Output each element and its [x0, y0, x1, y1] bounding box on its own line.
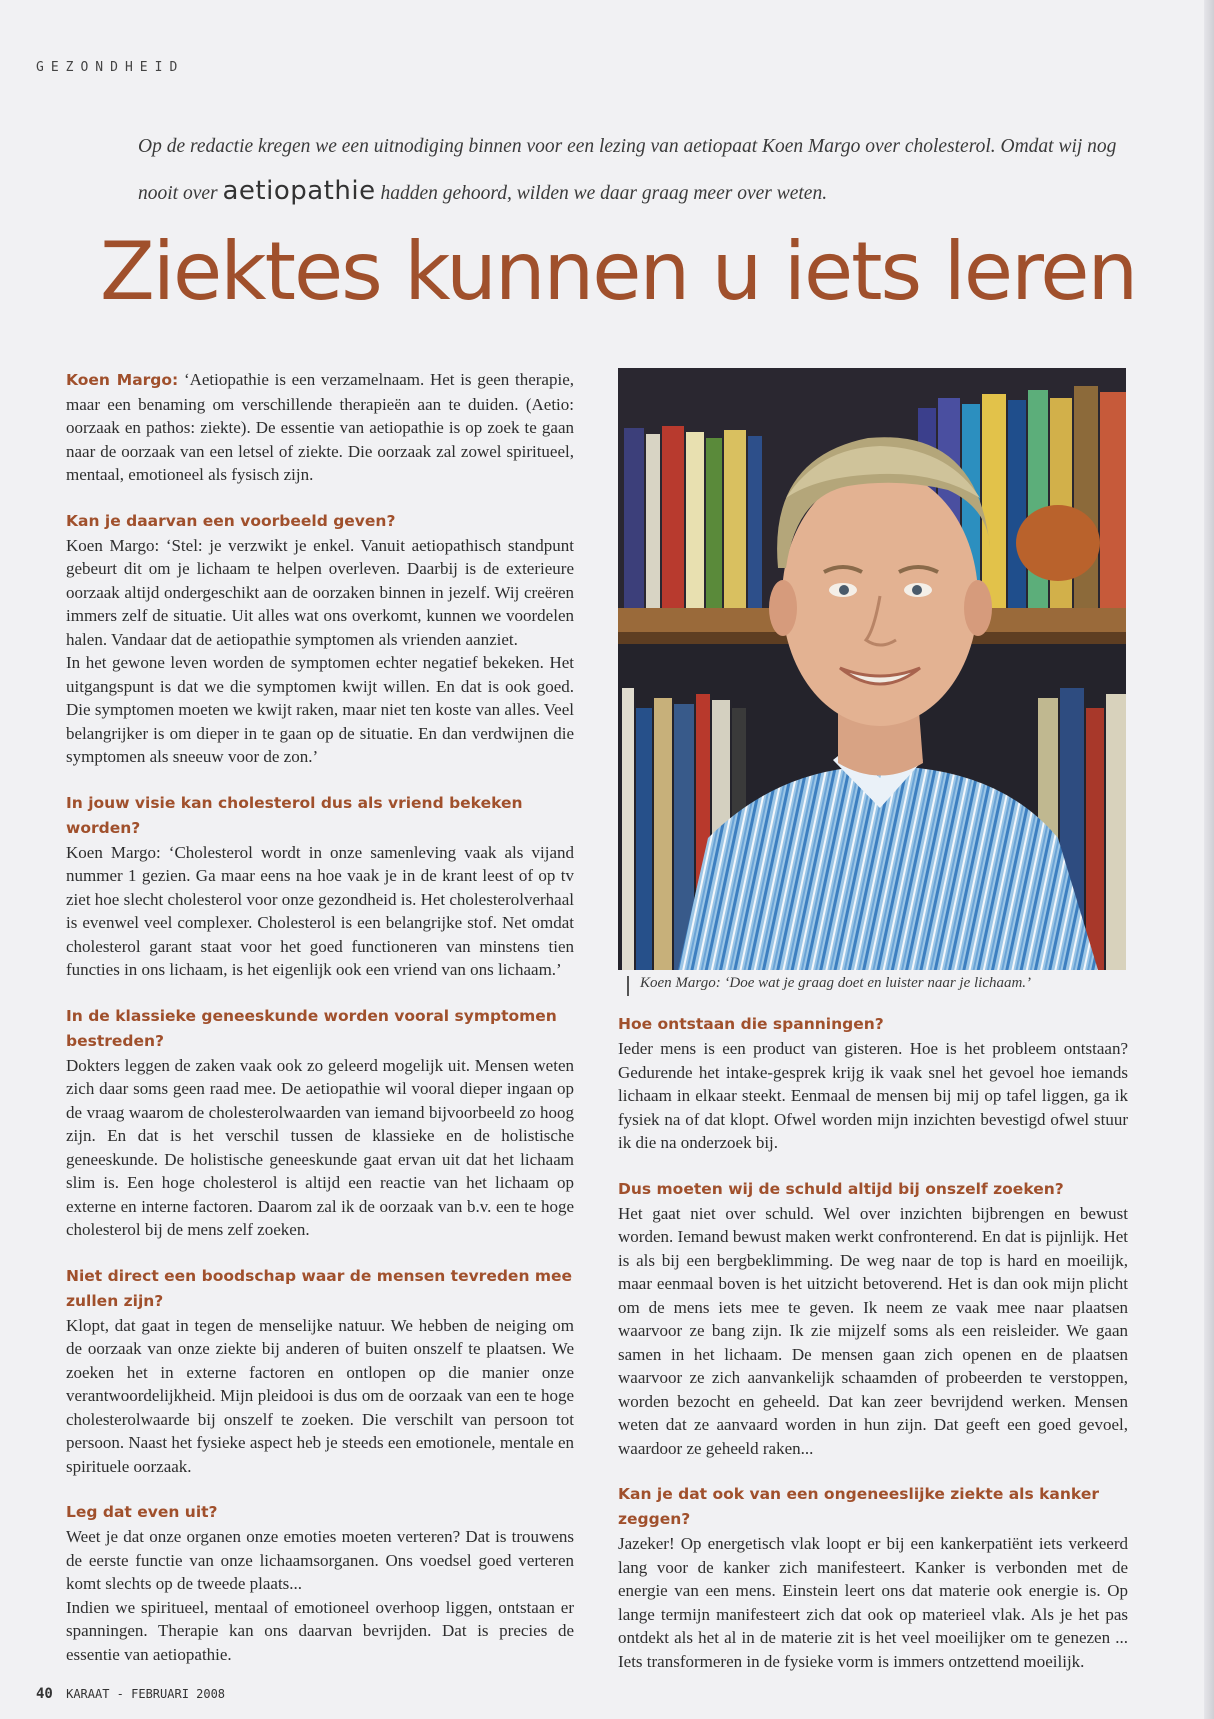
qa-block — [66, 1500, 574, 1666]
right-column — [618, 1012, 1128, 1695]
answer-text: Dokters leggen de zaken vaak ook zo geleerd mogelijk uit. Mensen weten zich daar soms geen raad mee. De aetiopathie wil vooral dieper ingaan op de vraag waarom de cholesterolwaarden van iemand bijvoorbeeld zo hoog zijn. En dat is het verschil tussen de klassieke en de holistische geneeskunde. De holistische geneeskunde gaat ervan uit dat het lichaam slim is. Een hoge cholesterol is altijd een reactie van het lichaam op externe en interne factoren. Daarom zal ik de oorzaak van b.v. een te hoge cholesterol bij de mens zelf zoeken. — [66, 1055, 574, 1239]
answer-text: Ieder mens is een product van gisteren. Hoe is het probleem ontstaan? Gedurende het intake-gesprek krijg ik vaak snel het gevoel hoe iemands lichaam in elkaar steekt. Eenmaal de mensen bij mij op tafel liggen, ga ik fysiek na of dat klopt. Ofwel worden mijn inzichten bevestigd ofwel stuur ik die na onderzoek bij. — [618, 1039, 1128, 1152]
caption-divider — [627, 976, 629, 996]
question-heading: In de klassieke geneeskunde worden vooral symptomen bestreden? — [66, 1006, 557, 1050]
question-heading: Hoe ontstaan die spanningen? — [618, 1015, 884, 1033]
qa-block — [66, 1004, 574, 1242]
answer-text: Koen Margo: ‘Cholesterol wordt in onze samenleving vaak als vijand nummer 1 gezien. Ga maar eens na hoe vaak je in de krant leest of op tv ziet hoe slecht cholesterol voor onze gezondheid is. Het cholesterolverhaal is evenwel veel complexer. Cholesterol is een belangrijke stof. Net omdat cholesterol garant staat voor het goed functioneren van minstens tien functies in ons lichaam, is het eigenlijk ook een vriend van ons lichaam.’ — [66, 842, 574, 979]
issue-label: KARAAT - FEBRUARI 2008 — [66, 1687, 226, 1701]
page-edge — [1204, 0, 1214, 1719]
question-heading: Kan je daarvan een voorbeeld geven? — [66, 511, 396, 530]
question-heading: Kan je dat ook van een ongeneeslijke ziekte als kanker zeggen? — [618, 1485, 1099, 1528]
answer-text: Het gaat niet over schuld. Wel over inzichten bijbrengen en bewust worden. Iemand bewust maken werkt confronterend. En dat is pijnlijk. Het is als bij een bergbeklimming. De weg naar de top is hard en moeilijk, maar eenmaal boven is het uitzicht betoverend. Het is dan ook mijn plicht om de mens iets mee te geven. Ik neem ze vaak mee naar plaatsen waarvoor ze bang zijn. Ik zie mijzelf soms als een reisleider. We gaan samen in het lichaam. De mensen gaan zich openen en de plaatsen waarvoor ze zich aanvankelijk schaamden of probeerden te verstoppen, worden bezocht en geheeld. Dat kan zeer bevrijdend werken. Mensen weten dat ze aanvaard worden in hun zijn. Dat geeft een goed gevoel, waardoor ze geheeld raken... — [618, 1203, 1128, 1458]
answer-text: In het gewone leven worden de symptomen echter negatief bekeken. Het uitgangspunt is dat we die symptomen kwijt willen. En dat is ook goed. Die symptomen moeten we kwijt raken, maar niet ten koste van alles. Veel belangrijker is om dieper in te gaan op de situatie. En dan verdwijnen die symptomen als sneeuw voor de zon.’ — [66, 653, 574, 766]
intro-text-end: hadden gehoord, wilden we daar graag meer over weten. — [375, 183, 828, 204]
answer-text: Indien we spiritueel, mentaal of emotioneel overhoop liggen, ontstaan er spanningen. Therapie kan ons daarvan bevrijden. Dat is precies de essentie van aetiopathie. — [66, 1597, 574, 1664]
article-headline: Ziektes kunnen u iets leren — [100, 225, 1137, 318]
answer-block — [66, 368, 574, 487]
answer-text: Koen Margo: ‘Stel: je verzwikt je enkel. Vanuit aetiopathisch standpunt gebeurt dit om je lichaam te helpen overleven. Daarbij is de exterieure oorzaak altijd ondergeschikt aan de oorzaken binnen in jezelf. Wij creëren immers zelf de situatie. Uit alles wat ons overkomt, kunnen we voordelen halen. Vandaar dat de aetiopathie symptomen als vrienden aanziet. — [66, 535, 574, 649]
answer-text-body: ‘Aetiopathie is een verzamelnaam. Het is geen therapie, maar een benaming om verschillende therapieën aan te duiden. (Aetio: oorzaak en pathos: ziekte). De essentie van aetiopathie is op zoek te gaan naar de oorzaak van een letsel of ziekte. Die oorzaak zal zowel spiritueel, mentaal, emotioneel als fysisch zijn. — [66, 370, 574, 484]
page-footer — [36, 1686, 225, 1702]
intro-paragraph — [138, 124, 1118, 216]
portrait-illustration — [618, 368, 1126, 970]
page-number: 40 — [36, 1686, 53, 1702]
intro-text-start: Op de redactie kregen we een uitnodiging binnen voor een lezing van aetiopaat Koen Margo over cholesterol. Omdat wij nog nooit over — [138, 136, 1117, 204]
photo-caption: Koen Margo: ‘Doe wat je graag doet en luister naar je lichaam.’ — [640, 975, 1032, 991]
qa-block — [66, 509, 574, 769]
answer-text — [66, 368, 574, 487]
section-label: GEZONDHEID — [36, 60, 185, 75]
left-column — [66, 368, 574, 1688]
question-heading: Dus moeten wij de schuld altijd bij onszelf zoeken? — [618, 1179, 1064, 1198]
speaker-name: Koen Margo: — [66, 371, 179, 389]
qa-block — [66, 1264, 574, 1479]
question-heading: Niet direct een boodschap waar de mensen tevreden mee zullen zijn? — [66, 1266, 573, 1310]
portrait-photo — [618, 368, 1126, 970]
qa-block — [66, 791, 574, 982]
qa-block — [618, 1482, 1128, 1673]
qa-block — [618, 1012, 1128, 1155]
qa-block — [618, 1177, 1128, 1461]
answer-text: Klopt, dat gaat in tegen de menselijke natuur. We hebben de neiging om de oorzaak van onze ziekte bij anderen of buiten onszelf te plaatsen. We zoeken het in externe factoren en ontlopen op die manier onze verantwoordelijkheid. Mijn pleidooi is dus om de oorzaak van een te hoge cholesterolwaarde bij onszelf te zoeken. Die verschilt van persoon tot persoon. Naast het fysieke aspect heb je steeds een emotionele, mentale en spirituele oorzaak. — [66, 1315, 574, 1476]
answer-text: Weet je dat onze organen onze emoties moeten verteren? Dat is trouwens de eerste functie van onze lichaamsorganen. Ons voedsel goed verteren komt slechts op de tweede plaats... — [66, 1527, 574, 1593]
question-heading: In jouw visie kan cholesterol dus als vriend bekeken worden? — [66, 793, 523, 837]
question-heading: Leg dat even uit? — [66, 1503, 218, 1521]
intro-emphasis: aetiopathie — [222, 176, 376, 206]
answer-text: Jazeker! Op energetisch vlak loopt er bij een kankerpatiënt iets verkeerd lang voor de kanker zich manifesteert. Kanker is verbonden met de energie van een mens. Einstein leert ons dat materie ook energie is. Op lange termijn manifesteert zich dat ook op materieel vlak. Als je het pas ontdekt als het al in de materie zit is het veel moeilijker om te genezen ... Iets transformeren in de fysieke vorm is immers ontzettend moeilijk. — [618, 1534, 1128, 1671]
